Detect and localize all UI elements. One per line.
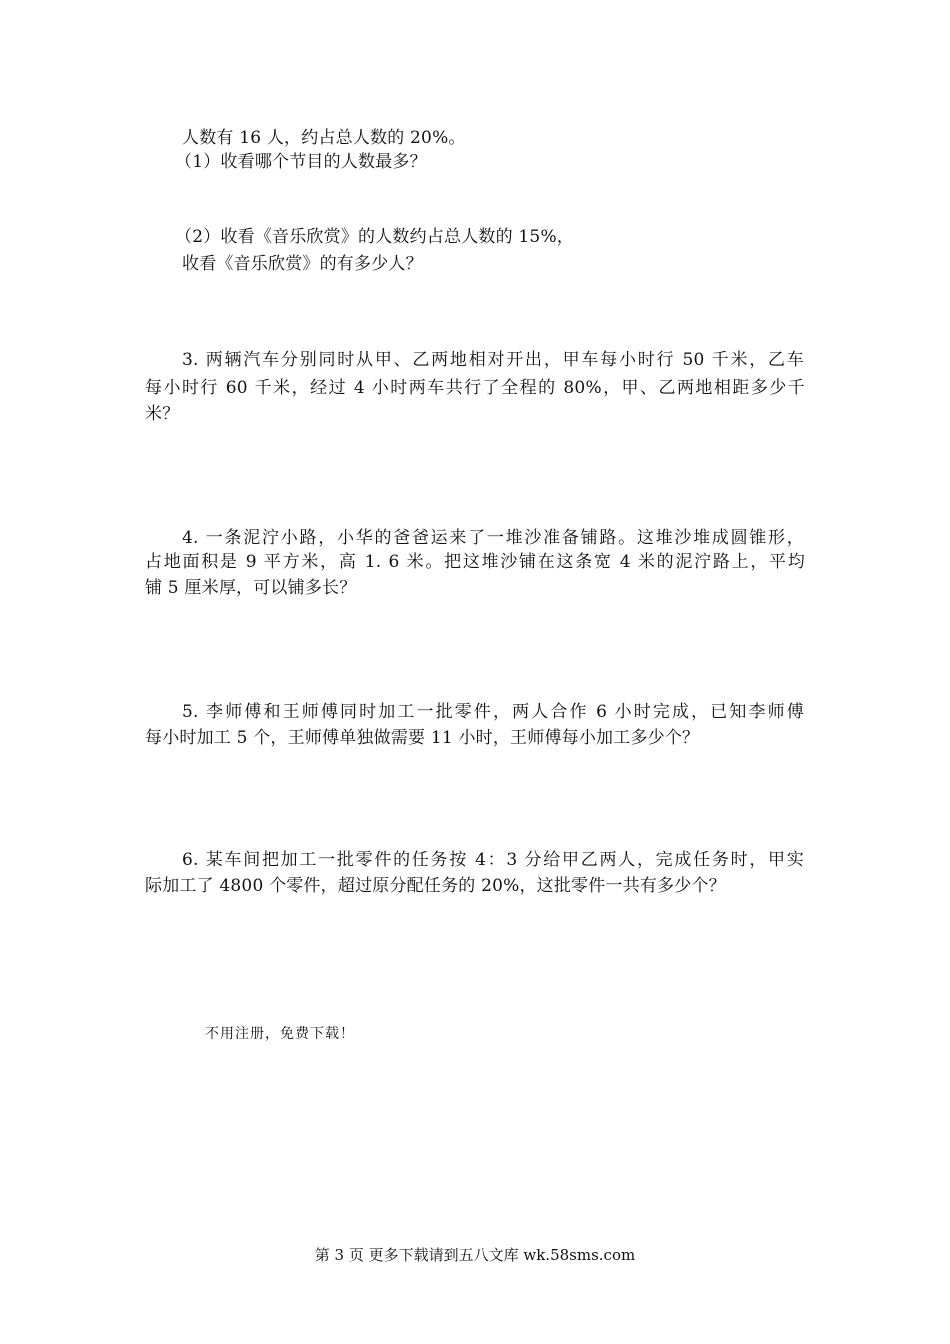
question3-line2: 每小时行 60 千米，经过 4 小时两车共行了全程的 80%，甲、乙两地相距多少千 [145, 378, 805, 398]
question5-line2: 每小时加工 5 个，王师傅单独做需要 11 小时，王师傅每小加工多少个？ [145, 728, 700, 748]
question2-line1: 人数有 16 人，约占总人数的 20%。 [182, 128, 466, 148]
question4-line1: 4. 一条泥泞小路，小华的爸爸运来了一堆沙准备铺路。这堆沙堆成圆锥形， [182, 528, 804, 548]
question6-line2: 际加工了 4800 个零件，超过原分配任务的 20%，这批零件一共有多少个？ [145, 876, 726, 896]
question5-line1: 5. 李师傅和王师傅同时加工一批零件，两人合作 6 小时完成，已知李师傅 [182, 702, 804, 722]
page-footer: 第 3 页 更多下载请到五八文库 wk.58sms.com [314, 1246, 636, 1264]
question4-line3: 铺 5 厘米厚，可以铺多长？ [145, 578, 357, 598]
question2-sub2-line2: 收看《音乐欣赏》的有多少人？ [182, 254, 423, 274]
question6-line1: 6. 某车间把加工一批零件的任务按 4：3 分给甲乙两人，完成任务时，甲实 [182, 850, 804, 870]
question2-sub2-line1: （2）收看《音乐欣赏》的人数约占总人数的 15%， [175, 227, 575, 247]
question4-line2: 占地面积是 9 平方米，高 1. 6 米。把这堆沙铺在这条宽 4 米的泥泞路上，平均 [145, 552, 805, 572]
question3-line1: 3. 两辆汽车分别同时从甲、乙两地相对开出，甲车每小时行 50 千米，乙车 [182, 350, 804, 370]
question2-sub1: （1）收看哪个节目的人数最多？ [175, 152, 427, 172]
question3-line3: 米？ [145, 404, 180, 424]
free-download-note: 不用注册，免费下载！ [205, 1026, 355, 1042]
